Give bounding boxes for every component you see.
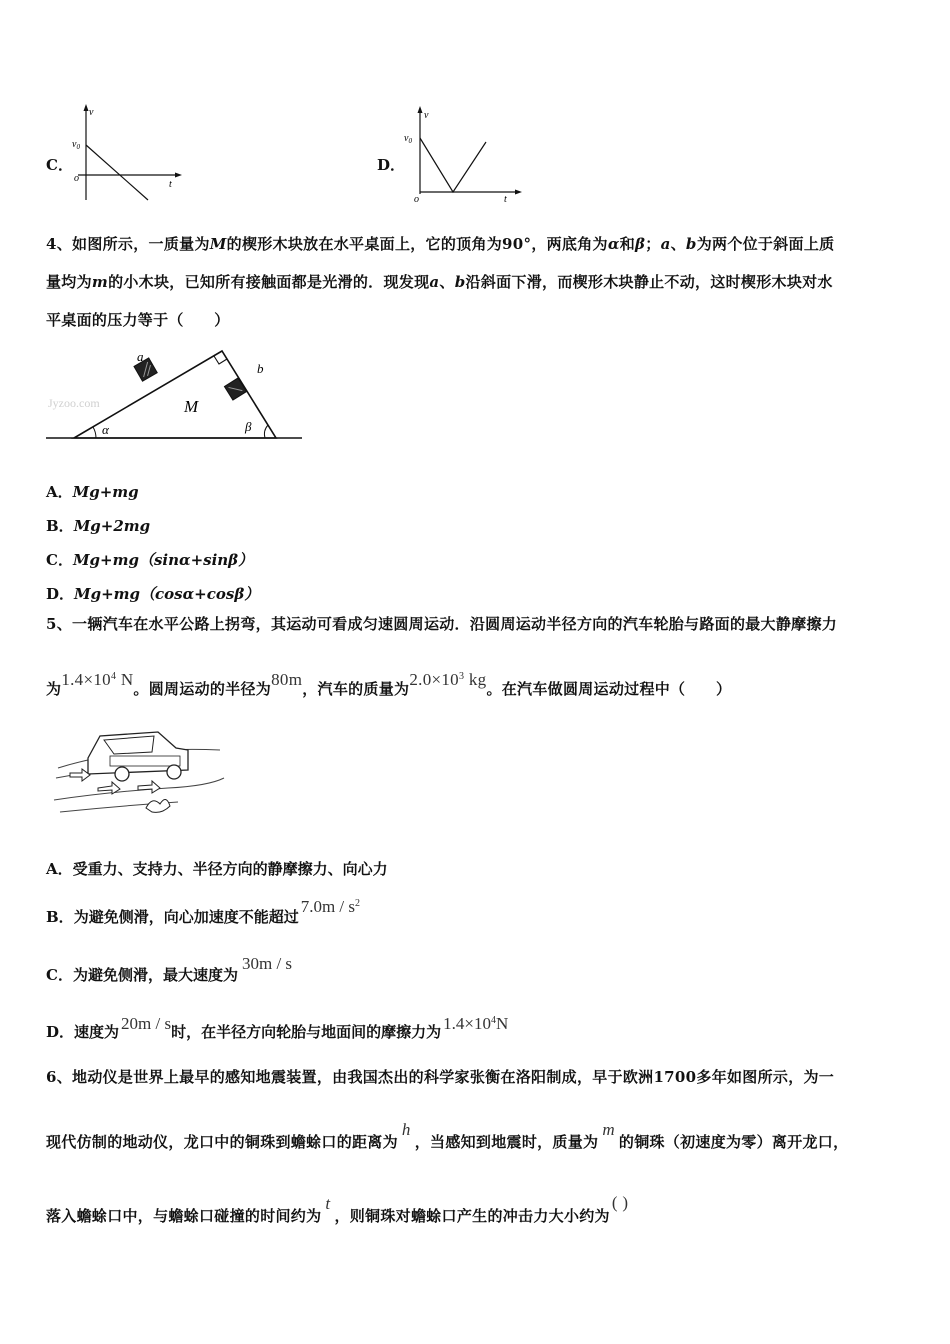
q5-option-d-force: $1.4\times 10^4N$	[443, 1014, 509, 1033]
q5-option-d[interactable]: D．速度为 20m / s时，在半径方向轮胎与地面间的摩擦力为 $1.4\times 10^4N$	[46, 1014, 509, 1041]
option-d-label: D．	[377, 156, 406, 174]
q5-line-1: 5、一辆汽车在水平公路上拐弯，其运动可看成匀速圆周运动．沿圆周运动半径方向的汽车轮胎与路面的最大静摩擦力	[46, 615, 838, 633]
q6-t: t	[325, 1194, 331, 1213]
option-c-label: C．	[46, 156, 73, 174]
q5-option-c[interactable]: C．为避免侧滑，最大速度为30m / s	[46, 954, 293, 984]
block-b-label: b	[257, 361, 264, 376]
q6-line-3: 落入蟾蜍口中，与蟾蜍口碰撞的时间约为t，则铜珠对蟾蜍口产生的冲击力大小约为( )	[46, 1193, 629, 1225]
angle-alpha-arc	[93, 427, 96, 438]
angle-beta-arc	[264, 425, 268, 438]
block-b-shape	[224, 378, 246, 400]
graph-d-line	[420, 138, 486, 192]
q4-option-c[interactable]: C．Mg+mg（sinα+sinβ）	[46, 551, 254, 569]
angle-alpha-label: α	[102, 422, 109, 437]
graph-c-v0-label: $v_0$	[72, 139, 80, 151]
force-arrow-3	[138, 781, 160, 793]
force-arrow-1	[70, 769, 90, 781]
q5-mass: $2.0\times 10^3$ kg	[409, 670, 487, 689]
q5-option-b-math: $7.0m / s^2$	[300, 897, 361, 916]
q6-line-1: 6、地动仪是世界上最早的感知地震装置，由我国杰出的科学家张衡在洛阳制成，早于欧洲1700多年如图所示，为一	[46, 1068, 835, 1086]
block-a-label: a	[137, 349, 144, 364]
wedge-label: M	[184, 397, 199, 416]
q5-friction-value: $1.4\times 10^4$ N	[61, 670, 134, 689]
graph-c-origin: o	[74, 173, 79, 184]
q6-answer-paren: ( )	[611, 1193, 629, 1212]
q4-line-3: 平桌面的压力等于（ ）	[46, 311, 230, 329]
q4-option-d[interactable]: D．Mg+mg（cosα+cosβ）	[46, 585, 260, 603]
q5-car-figure	[48, 728, 226, 818]
q6-m: m	[602, 1120, 615, 1139]
q5-option-c-math: 30m / s	[241, 954, 293, 973]
q4-line-1: 4、如图所示，一质量为M的楔形木块放在水平桌面上，它的顶角为90°，两底角为α和β；a、b为两个位于斜面上质	[46, 235, 835, 253]
q5-option-d-speed: 20m / s	[121, 1014, 172, 1033]
graph-d	[400, 104, 530, 204]
graph-d-v0-label: $v_0$	[404, 133, 412, 145]
q6-line-2: 现代仿制的地动仪，龙口中的铜珠到蟾蜍口的距离为h，当感知到地震时，质量为m的铜珠（初速度为零）离开龙口，	[46, 1120, 849, 1151]
q6-h: h	[401, 1120, 411, 1139]
q4-wedge-figure	[44, 345, 306, 445]
graph-c-line	[86, 145, 148, 200]
graph-d-t-label: t	[504, 194, 507, 204]
graph-d-v-label: v	[424, 110, 429, 121]
q4-option-a[interactable]: A．Mg+mg	[46, 483, 139, 501]
car-wheel-left	[115, 767, 129, 781]
graph-d-origin: o	[414, 194, 419, 204]
angle-beta-label: β	[245, 419, 252, 434]
splash	[146, 799, 170, 812]
q4-option-b[interactable]: B．Mg+2mg	[46, 517, 151, 535]
graph-c	[68, 102, 188, 202]
q5-option-b[interactable]: B．为避免侧滑，向心加速度不能超过$7.0m / s^2$	[46, 897, 361, 926]
q4-line-2: 量均为m的小木块，已知所有接触面都是光滑的．现发现a、b沿斜面下滑，而楔形木块静止不动，这时楔形木块对水	[46, 273, 833, 291]
q5-option-a[interactable]: A．受重力、支持力、半径方向的静摩擦力、向心力	[46, 860, 388, 878]
q5-radius: 80m	[271, 670, 303, 689]
q5-line-2: 为$1.4\times 10^4$ N。圆周运动的半径为80m，汽车的质量为$2.0\times 10^3$ kg。在汽车做圆周运动过程中（ ）	[46, 670, 732, 698]
graph-c-v-label: v	[89, 107, 94, 118]
graph-c-t-label: t	[169, 179, 172, 190]
car-wheel-right	[167, 765, 181, 779]
watermark: Jyzoo.com	[48, 396, 100, 410]
